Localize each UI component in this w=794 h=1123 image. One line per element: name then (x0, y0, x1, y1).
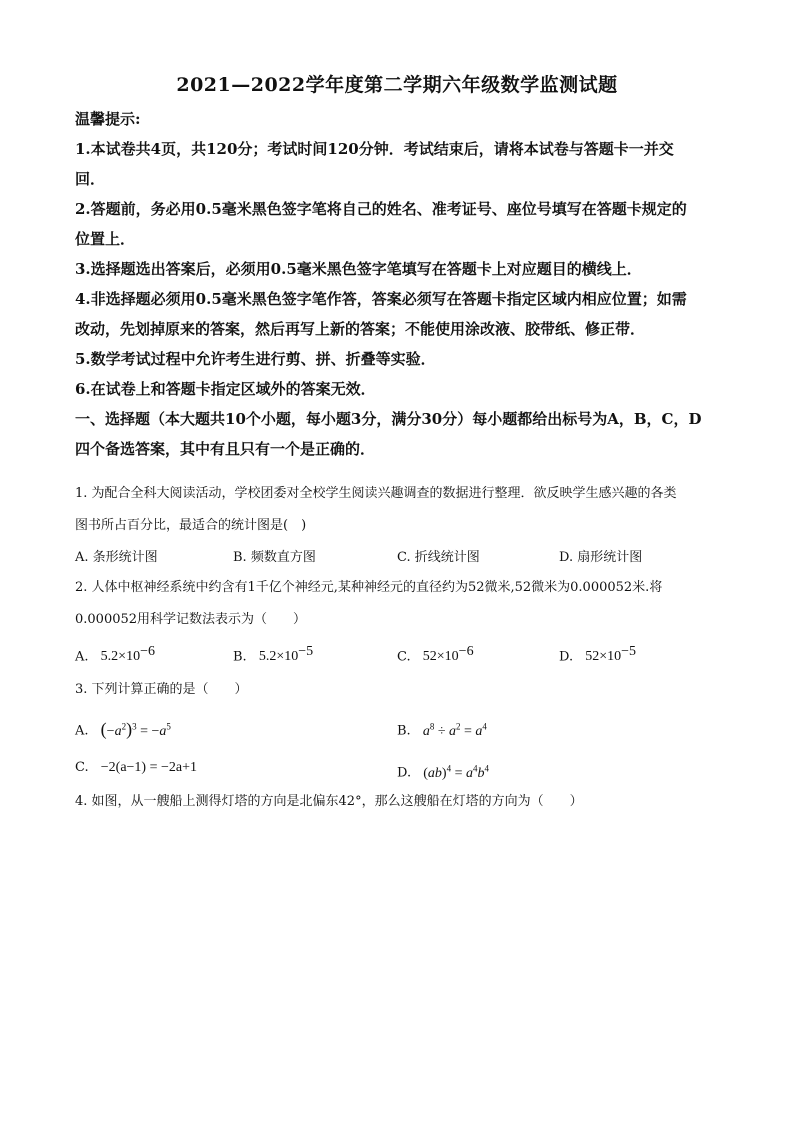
option-b (397, 710, 487, 748)
note-line: 2.答题前，务必用0.5毫米黑色签字笔将自己的姓名、准考证号、座位号填写在答题卡规定的 (75, 200, 687, 218)
question-4-line1: 4. 如图，从一艘船上测得灯塔的方向是北偏东42°，那么这艘船在灯塔的方向为（ ） (75, 794, 583, 809)
option-b-base: 5.2×10 (258, 649, 299, 665)
option-b-label: B. (397, 723, 411, 739)
option-d-exponent: −5 (621, 644, 637, 659)
question-2 (75, 572, 755, 672)
page-title: 2021—2022学年度第二学期六年级数学监测试题 (176, 74, 618, 96)
option-c-expression: −2(a−1) = −2a+1 (100, 760, 197, 775)
question-3-line1: 3. 下列计算正确的是（ ） (75, 682, 248, 697)
note-line: 位置上． (75, 230, 136, 248)
option-d (559, 636, 636, 673)
option-c: C. 折线统计图 (397, 550, 480, 565)
option-a-base: 5.2×10 (100, 649, 141, 665)
option-a: A. 条形统计图 (75, 550, 158, 565)
option-b-expression: $a^8 \div a^2 = a^4$ (422, 721, 487, 739)
option-c-label: C. (397, 649, 411, 665)
note-line: 6.在试卷上和答题卡指定区域外的答案无效． (75, 380, 376, 398)
option-a (75, 710, 171, 748)
option-c (75, 752, 197, 784)
option-c-label: C. (75, 760, 89, 775)
question-3 (75, 674, 755, 786)
question-1 (75, 478, 755, 574)
option-d-expression: $(ab)^4 = a^4b^4$ (423, 763, 489, 781)
option-b-exponent: −5 (298, 644, 314, 659)
question-3-options-row1 (75, 706, 755, 746)
option-a-exponent: −6 (140, 644, 155, 659)
option-d-label: D. (397, 765, 412, 781)
question-1-options (75, 542, 755, 574)
option-c (397, 636, 474, 673)
question-3-options-row2 (75, 746, 755, 786)
option-a-label: A. (75, 649, 89, 665)
option-b-label: B. (233, 649, 247, 665)
option-a (75, 636, 155, 673)
section-heading-line2: 四个备选答案，其中有且只有一个是正确的． (75, 440, 376, 458)
note-line: 4.非选择题必须用0.5毫米黑色签字笔作答，答案必须写在答题卡指定区域内相应位置；如需 (75, 290, 687, 308)
note-line: 回． (75, 170, 106, 188)
section-heading-line1: 一、选择题（本大题共10个小题，每小题3分，满分30分）每小题都给出标号为A，B，C，D (75, 410, 702, 428)
note-line: 1.本试卷共4页，共120分；考试时间120分钟．考试结束后，请将本试卷与答题卡一并交 (75, 140, 674, 158)
notes-heading: 温馨提示: (75, 110, 141, 128)
question-4 (75, 786, 755, 818)
note-line: 3.选择题选出答案后，必须用0.5毫米黑色签字笔填写在答题卡上对应题目的横线上． (75, 260, 642, 278)
option-d: D. 扇形统计图 (559, 550, 643, 565)
question-1-line2: 图书所占百分比，最适合的统计图是( ) (75, 518, 307, 533)
option-b: B. 频数直方图 (233, 550, 316, 565)
question-2-line2: 0.000052用科学记数法表示为（ ） (75, 612, 307, 627)
note-line: 改动，先划掉原来的答案，然后再写上新的答案；不能使用涂改液、胶带纸、修正带． (75, 320, 646, 338)
option-d-label: D. (559, 649, 574, 665)
option-a-label: A. (75, 723, 89, 739)
option-a-expression: $(-a^2)^3 = -a^5$ (100, 718, 171, 739)
option-d-base: 52×10 (585, 649, 622, 665)
question-1-line1: 1. 为配合全科大阅读活动，学校团委对全校学生阅读兴趣调查的数据进行整理．欲反映学生感兴趣的各类 (75, 486, 677, 501)
notes-block (75, 104, 755, 464)
option-b (233, 636, 313, 673)
question-2-line1: 2. 人体中枢神经系统中约含有1千亿个神经元,某种神经元的直径约为52微米,52微米为0.000052米.将 (75, 580, 663, 595)
option-c-base: 52×10 (422, 649, 459, 665)
question-2-options (75, 636, 755, 672)
option-d (397, 752, 489, 790)
note-line: 5.数学考试过程中允许考生进行剪、拼、折叠等实验． (75, 350, 436, 368)
option-c-exponent: −6 (458, 644, 474, 659)
